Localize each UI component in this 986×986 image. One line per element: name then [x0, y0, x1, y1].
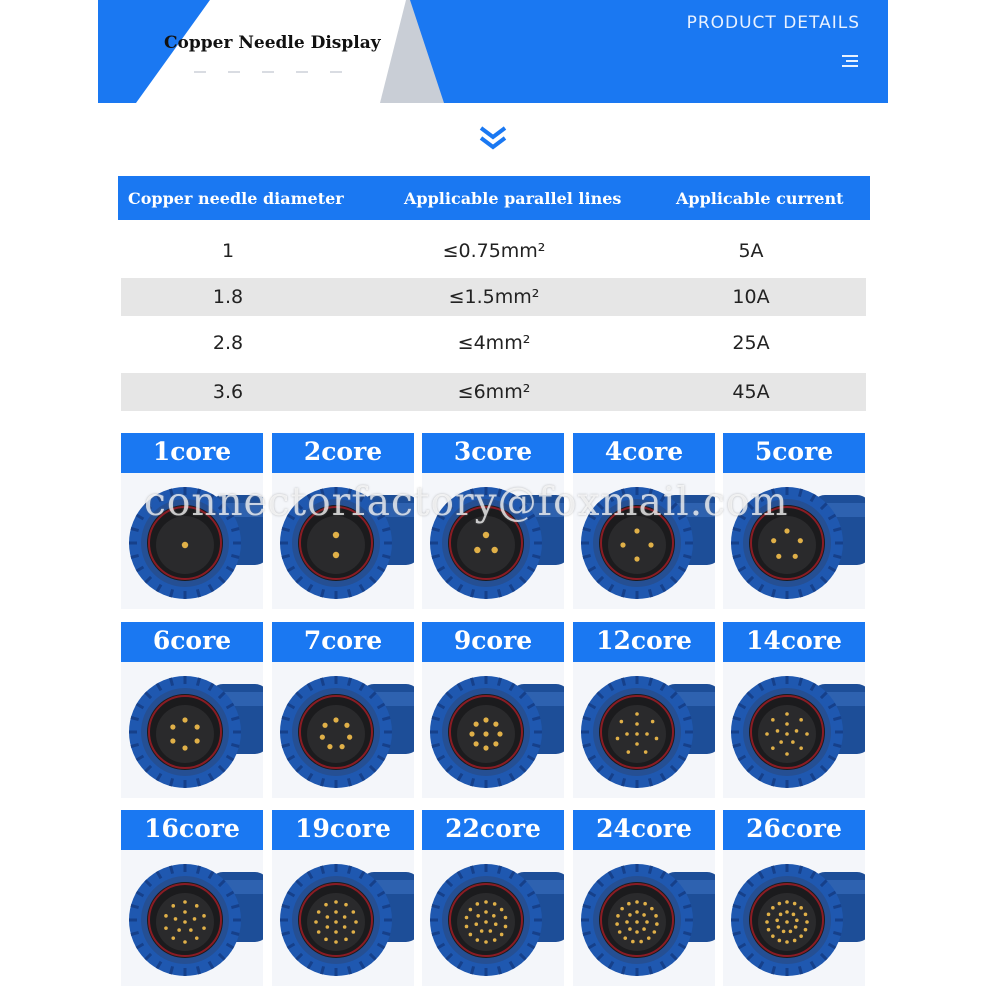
double-chevron-down-icon [478, 124, 508, 152]
header-diameter: Copper needle diameter [128, 188, 344, 208]
connector-card [573, 622, 715, 798]
table-row [121, 324, 866, 362]
connector-photo [723, 662, 865, 798]
connector-card [272, 622, 414, 798]
connector-card [422, 622, 564, 798]
connector-label: 26core [723, 810, 865, 850]
spec-table-header [118, 176, 870, 220]
connector-photo [121, 662, 263, 798]
title-underline-dashes [194, 71, 344, 73]
cell-current: 25A [732, 332, 770, 354]
connector-photo [272, 662, 414, 798]
connector-photo [422, 662, 564, 798]
connector-photo [121, 850, 263, 986]
cell-parallel-lines: ≤0.75mm² [442, 240, 546, 262]
table-row [121, 232, 866, 270]
connector-label: 16core [121, 810, 263, 850]
connector-label: 6core [121, 622, 263, 662]
cell-diameter: 3.6 [212, 381, 244, 403]
connector-photo [573, 662, 715, 798]
connector-label: 12core [573, 622, 715, 662]
connector-label: 3core [422, 433, 564, 473]
cell-parallel-lines: ≤1.5mm² [448, 286, 540, 308]
watermark-text: connectorfactory@foxmail.com [144, 480, 789, 525]
connector-card [422, 810, 564, 986]
connector-photo [422, 850, 564, 986]
cell-current: 5A [738, 240, 764, 262]
section-title: Copper Needle Display [164, 33, 381, 53]
connector-label: 2core [272, 433, 414, 473]
connector-card [723, 810, 865, 986]
cell-diameter: 2.8 [212, 332, 244, 354]
cell-diameter: 1 [221, 240, 235, 262]
product-details-label: PRODUCT DETAILS [686, 13, 860, 33]
connector-label: 1core [121, 433, 263, 473]
connector-card [272, 810, 414, 986]
cell-diameter: 1.8 [212, 286, 244, 308]
connector-label: 14core [723, 622, 865, 662]
cell-current: 10A [732, 286, 770, 308]
connector-label: 19core [272, 810, 414, 850]
connector-label: 7core [272, 622, 414, 662]
header-parallel-lines: Applicable parallel lines [404, 188, 622, 208]
connector-label: 22core [422, 810, 564, 850]
cell-parallel-lines: ≤6mm² [457, 381, 531, 403]
connector-photo [573, 850, 715, 986]
hamburger-menu-icon[interactable] [842, 54, 858, 68]
connector-label: 9core [422, 622, 564, 662]
connector-photo [272, 850, 414, 986]
table-row [121, 278, 866, 316]
header-current: Applicable current [676, 188, 844, 208]
connector-label: 24core [573, 810, 715, 850]
connector-card [121, 810, 263, 986]
table-row [121, 373, 866, 411]
connector-photo [723, 850, 865, 986]
cell-current: 45A [732, 381, 770, 403]
connector-card [573, 810, 715, 986]
header-banner [98, 0, 888, 103]
cell-parallel-lines: ≤4mm² [457, 332, 531, 354]
connector-card [723, 622, 865, 798]
connector-label: 5core [723, 433, 865, 473]
connector-card [121, 622, 263, 798]
connector-label: 4core [573, 433, 715, 473]
